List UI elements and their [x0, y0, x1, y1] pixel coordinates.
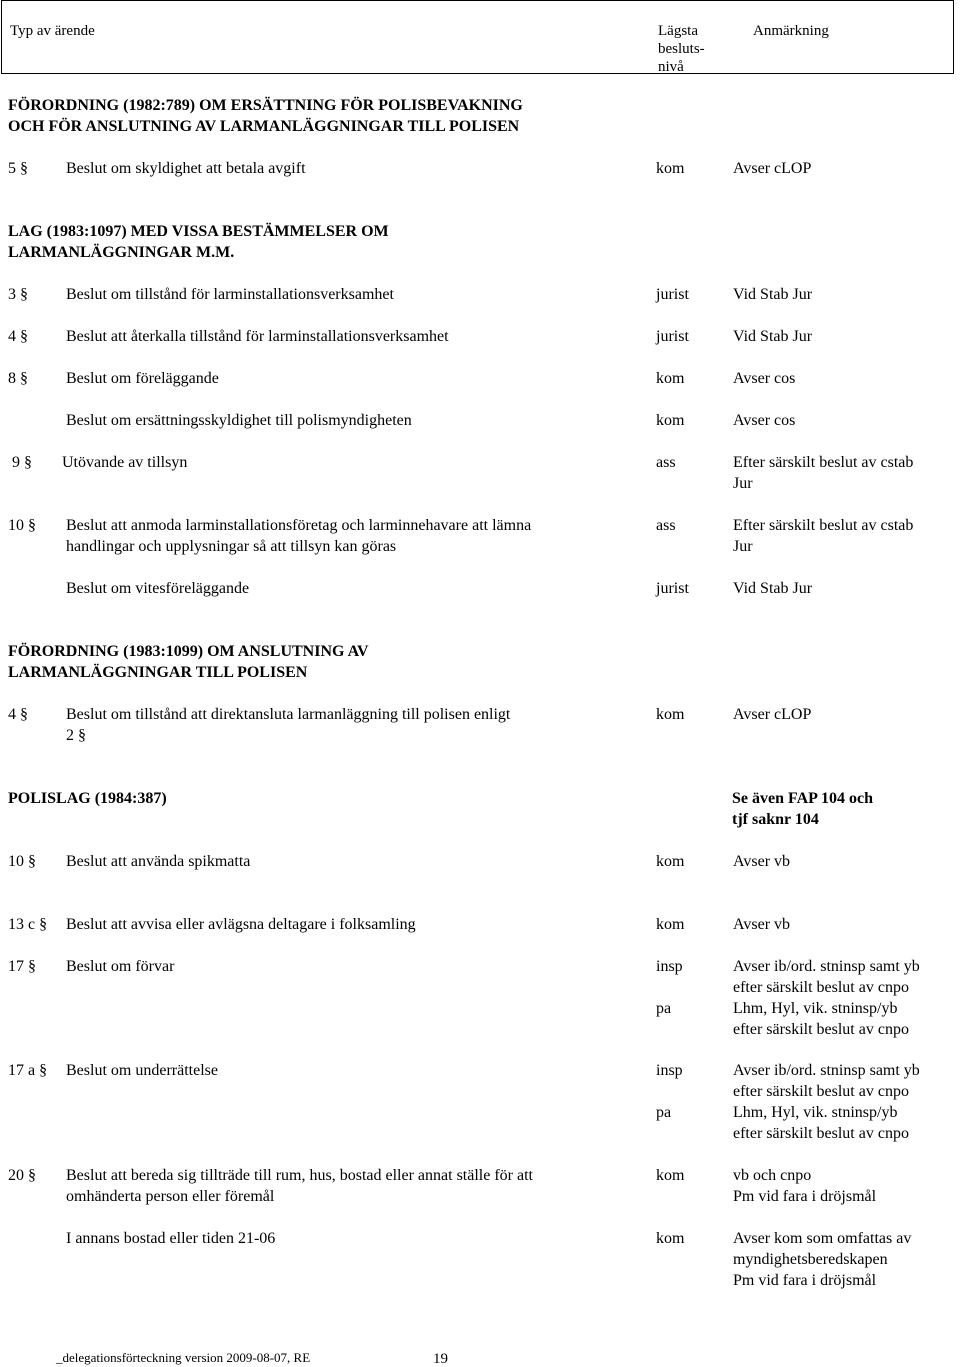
footer-document-name: _delegationsförteckning version 2009-08-07, RE: [56, 1350, 311, 1365]
row-level: kom: [656, 160, 685, 177]
row-note: Avser cLOP: [733, 160, 812, 177]
section-title: FÖRORDNING (1982:789) OM ERSÄTTNING FÖR POLISBEVAKNING OCH FÖR ANSLUTNING AV LARMANLÄGGNINGAR TILL POLISEN: [8, 97, 523, 135]
row-matter: Beslut att bereda sig tillträde till rum, hus, bostad eller annat ställe för att omhänderta person eller föremål: [66, 1167, 533, 1205]
row-level: ass: [656, 454, 676, 471]
row-paragraph: 17 a §: [8, 1062, 48, 1079]
column-header-level: Lägsta besluts- nivå: [658, 23, 705, 75]
row-matter: Utövande av tillsyn: [62, 454, 188, 471]
row-paragraph: 13 c §: [8, 916, 48, 933]
row-paragraph: 4 §: [8, 328, 28, 345]
row-note: vb och cnpo Pm vid fara i dröjsmål: [733, 1167, 877, 1205]
row-paragraph: 10 §: [8, 853, 36, 870]
row-matter: Beslut att anmoda larminstallationsföretag och larminnehavare att lämna handlingar och upplysningar så att tillsyn kan göras: [66, 517, 532, 555]
row-note: Vid Stab Jur: [733, 328, 813, 345]
row-level: kom: [656, 370, 685, 387]
section-title: FÖRORDNING (1983:1099) OM ANSLUTNING AV LARMANLÄGGNINGAR TILL POLISEN: [8, 643, 369, 681]
row-level: insp pa: [656, 958, 683, 1017]
row-matter: Beslut att avvisa eller avlägsna deltagare i folksamling: [66, 916, 416, 933]
row-level: kom: [656, 916, 685, 933]
row-note: Avser cos: [733, 412, 796, 429]
page-number: 19: [433, 1351, 448, 1367]
section-title: LAG (1983:1097) MED VISSA BESTÄMMELSER OM LARMANLÄGGNINGAR M.M.: [8, 223, 389, 261]
row-note: Efter särskilt beslut av cstab Jur: [733, 454, 914, 492]
row-level: kom: [656, 412, 685, 429]
row-matter: Beslut om vitesföreläggande: [66, 580, 250, 597]
row-level: jurist: [656, 328, 689, 345]
row-level: kom: [656, 1167, 685, 1184]
row-note: Vid Stab Jur: [733, 580, 813, 597]
row-level: kom: [656, 1230, 685, 1247]
row-note: Vid Stab Jur: [733, 286, 813, 303]
row-matter: I annans bostad eller tiden 21-06: [66, 1230, 276, 1247]
column-header-note: Anmärkning: [753, 23, 829, 39]
row-paragraph: 5 §: [8, 160, 28, 177]
row-matter: Beslut om tillstånd att direktansluta larmanläggning till polisen enligt 2 §: [66, 706, 511, 744]
row-matter: Beslut om ersättningsskyldighet till polismyndigheten: [66, 412, 412, 429]
row-paragraph: 10 §: [8, 517, 36, 534]
row-note: Avser cLOP: [733, 706, 812, 723]
section-note: Se även FAP 104 och tjf saknr 104: [732, 790, 874, 828]
row-note: Avser vb: [733, 916, 791, 933]
row-matter: Beslut om föreläggande: [66, 370, 219, 387]
column-header-type: Typ av ärende: [10, 23, 95, 39]
row-note: Avser vb: [733, 853, 791, 870]
row-paragraph: 20 §: [8, 1167, 36, 1184]
row-matter: Beslut om tillstånd för larminstallationsverksamhet: [66, 286, 394, 303]
row-level: kom: [656, 706, 685, 723]
row-note: Avser cos: [733, 370, 796, 387]
row-note: Avser ib/ord. stninsp samt yb efter särskilt beslut av cnpo Lhm, Hyl, vik. stninsp/yb efter särskilt beslut av cnpo: [733, 958, 920, 1038]
row-paragraph: 17 §: [8, 958, 36, 975]
section-title: POLISLAG (1984:387): [8, 790, 167, 807]
row-paragraph: 9 §: [12, 454, 32, 471]
row-paragraph: 8 §: [8, 370, 28, 387]
row-level: jurist: [656, 286, 689, 303]
row-matter: Beslut om förvar: [66, 958, 175, 975]
row-level: insp pa: [656, 1062, 683, 1121]
row-paragraph: 3 §: [8, 286, 28, 303]
row-paragraph: 4 §: [8, 706, 28, 723]
row-level: ass: [656, 517, 676, 534]
row-note: Avser ib/ord. stninsp samt yb efter särskilt beslut av cnpo Lhm, Hyl, vik. stninsp/yb efter särskilt beslut av cnpo: [733, 1062, 920, 1142]
row-note: Efter särskilt beslut av cstab Jur: [733, 517, 914, 555]
row-level: kom: [656, 853, 685, 870]
table-header: [1, 0, 954, 74]
row-level: jurist: [656, 580, 689, 597]
row-matter: Beslut om underrättelse: [66, 1062, 218, 1079]
row-matter: Beslut att återkalla tillstånd för larminstallationsverksamhet: [66, 328, 449, 345]
row-note: Avser kom som omfattas av myndighetsberedskapen Pm vid fara i dröjsmål: [733, 1230, 912, 1289]
row-matter: Beslut att använda spikmatta: [66, 853, 251, 870]
row-matter: Beslut om skyldighet att betala avgift: [66, 160, 306, 177]
